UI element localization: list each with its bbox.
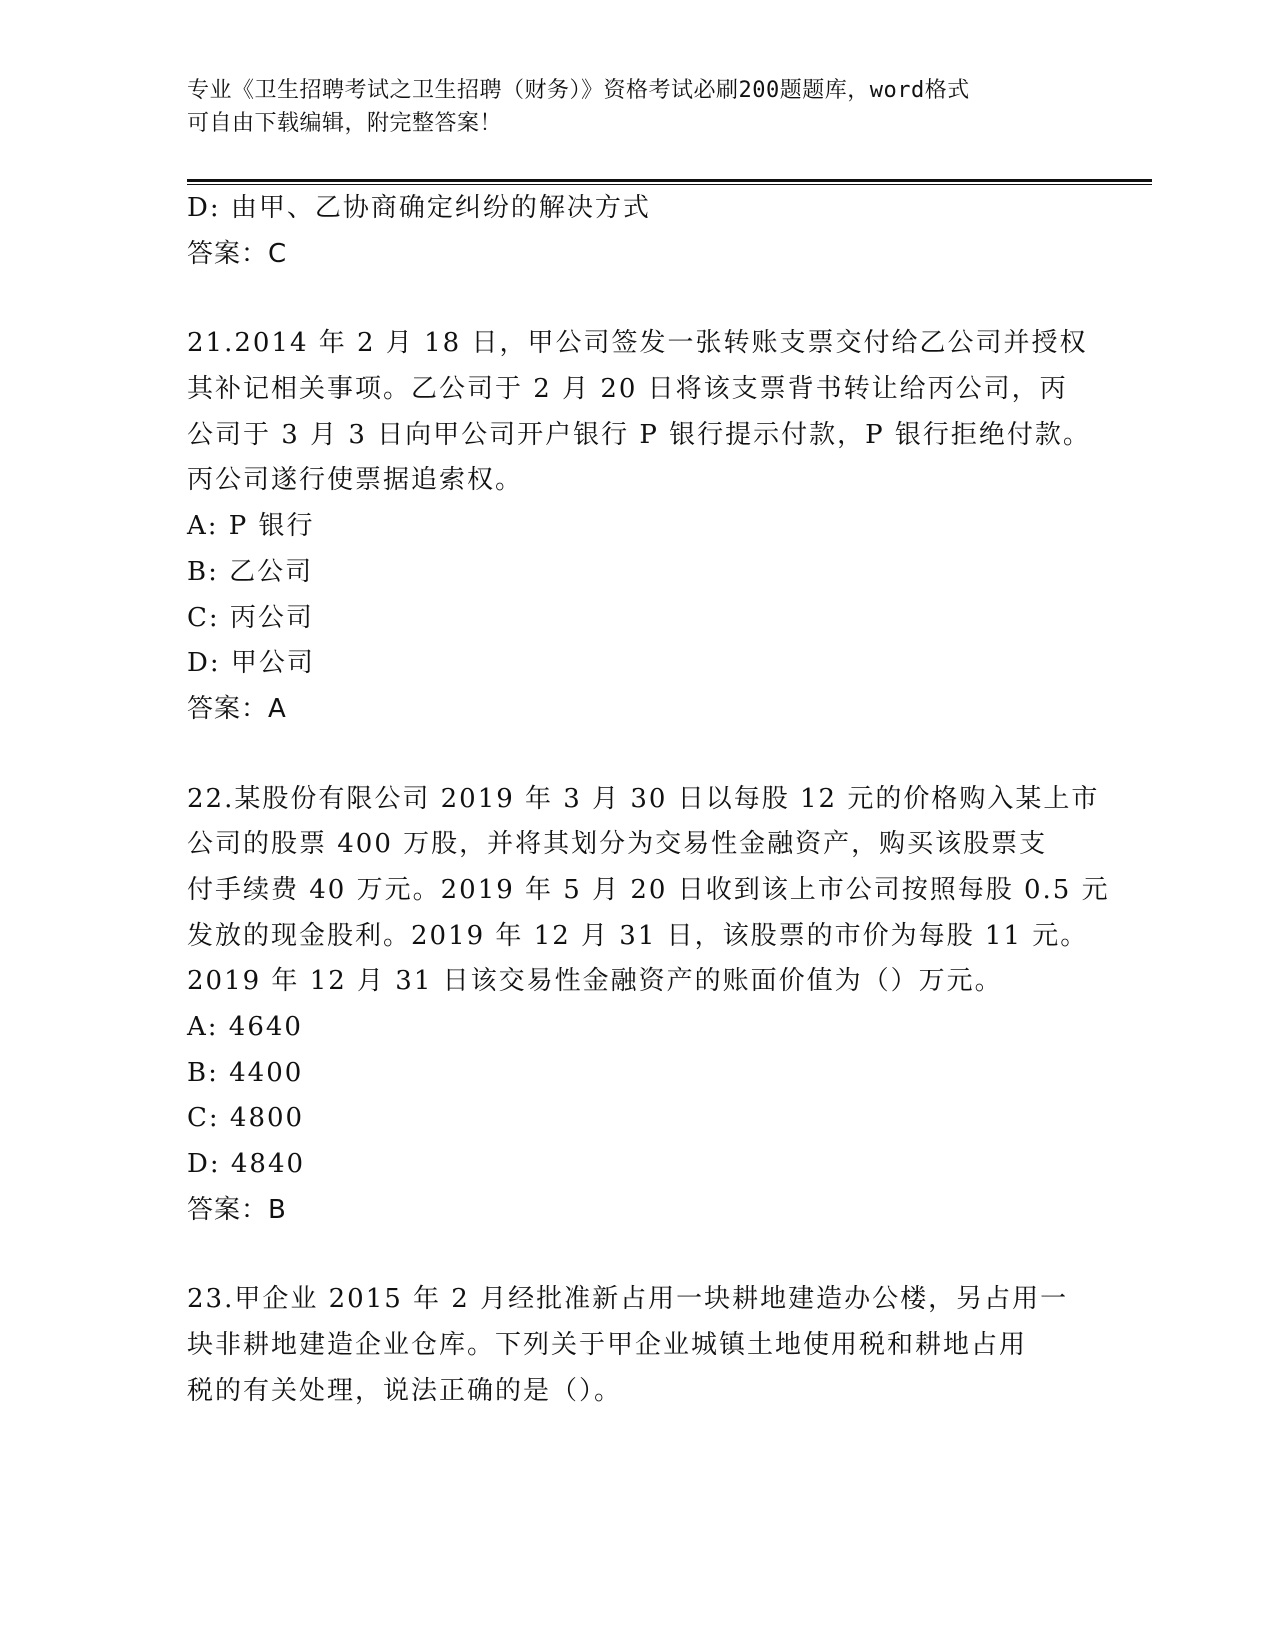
question-23-line: 税的有关处理，说法正确的是（）。 — [187, 1375, 623, 1406]
question-22 — [187, 777, 1110, 1234]
spacer — [187, 733, 1057, 777]
header-line-1: 专业《卫生招聘考试之卫生招聘（财务）》资格考试必刷200题题库，word格式 — [187, 78, 970, 103]
question-22-option-c: C: 4800 — [187, 1103, 305, 1134]
header-line-2: 可自由下载编辑，附完整答案！ — [187, 111, 503, 136]
question-content — [187, 186, 1110, 1415]
header-rule-thin — [187, 184, 1152, 185]
page-header — [187, 74, 1067, 140]
header-rule-thick — [187, 179, 1152, 182]
question-21-line: 其补记相关事项。乙公司于 2 月 20 日将该支票背书转让给丙公司，丙 — [187, 374, 1068, 405]
question-21-option-b: B: 乙公司 — [187, 556, 314, 587]
prev-answer: 答案：C — [187, 238, 288, 269]
question-22-line: 22.某股份有限公司 2019 年 3 月 30 日以每股 12 元的价格购入某上市 — [187, 783, 1100, 814]
question-23-line: 块非耕地建造企业仓库。下列关于甲企业城镇土地使用税和耕地占用 — [187, 1330, 1028, 1361]
question-22-line: 付手续费 40 万元。2019 年 5 月 20 日收到该上市公司按照每股 0.5 元 — [187, 874, 1110, 905]
question-22-option-a: A: 4640 — [187, 1012, 303, 1042]
spacer — [187, 1233, 1057, 1277]
question-23-line: 23.甲企业 2015 年 2 月经批准新占用一块耕地建造办公楼，另占用一 — [187, 1284, 1069, 1315]
spacer — [187, 277, 1057, 321]
question-22-answer: 答案：B — [187, 1194, 287, 1225]
question-22-option-b: B: 4400 — [187, 1057, 304, 1088]
question-22-line: 公司的股票 400 万股，并将其划分为交易性金融资产，购买该股票支 — [187, 829, 1048, 860]
question-22-line: 2019 年 12 月 31 日该交易性金融资产的账面价值为（）万元。 — [187, 966, 1003, 997]
question-21-option-a: A: P 银行 — [187, 511, 315, 542]
question-21-option-d: D: 甲公司 — [187, 648, 315, 679]
question-23 — [187, 1277, 1069, 1414]
question-21-option-c: C: 丙公司 — [187, 602, 314, 633]
question-21 — [187, 321, 1091, 732]
question-21-line: 公司于 3 月 3 日向甲公司开户银行 P 银行提示付款，P 银行拒绝付款。 — [187, 419, 1091, 450]
question-21-answer: 答案：A — [187, 693, 287, 724]
question-21-line: 丙公司遂行使票据追索权。 — [187, 465, 524, 496]
question-22-option-d: D: 4840 — [187, 1149, 306, 1180]
question-22-line: 发放的现金股利。2019 年 12 月 31 日，该股票的市价为每股 11 元。 — [187, 920, 1089, 951]
question-21-line: 21.2014 年 2 月 18 日，甲公司签发一张转账支票交付给乙公司并授权 — [187, 328, 1088, 359]
prev-option-d: D: 由甲、乙协商确定纠纷的解决方式 — [187, 193, 651, 223]
